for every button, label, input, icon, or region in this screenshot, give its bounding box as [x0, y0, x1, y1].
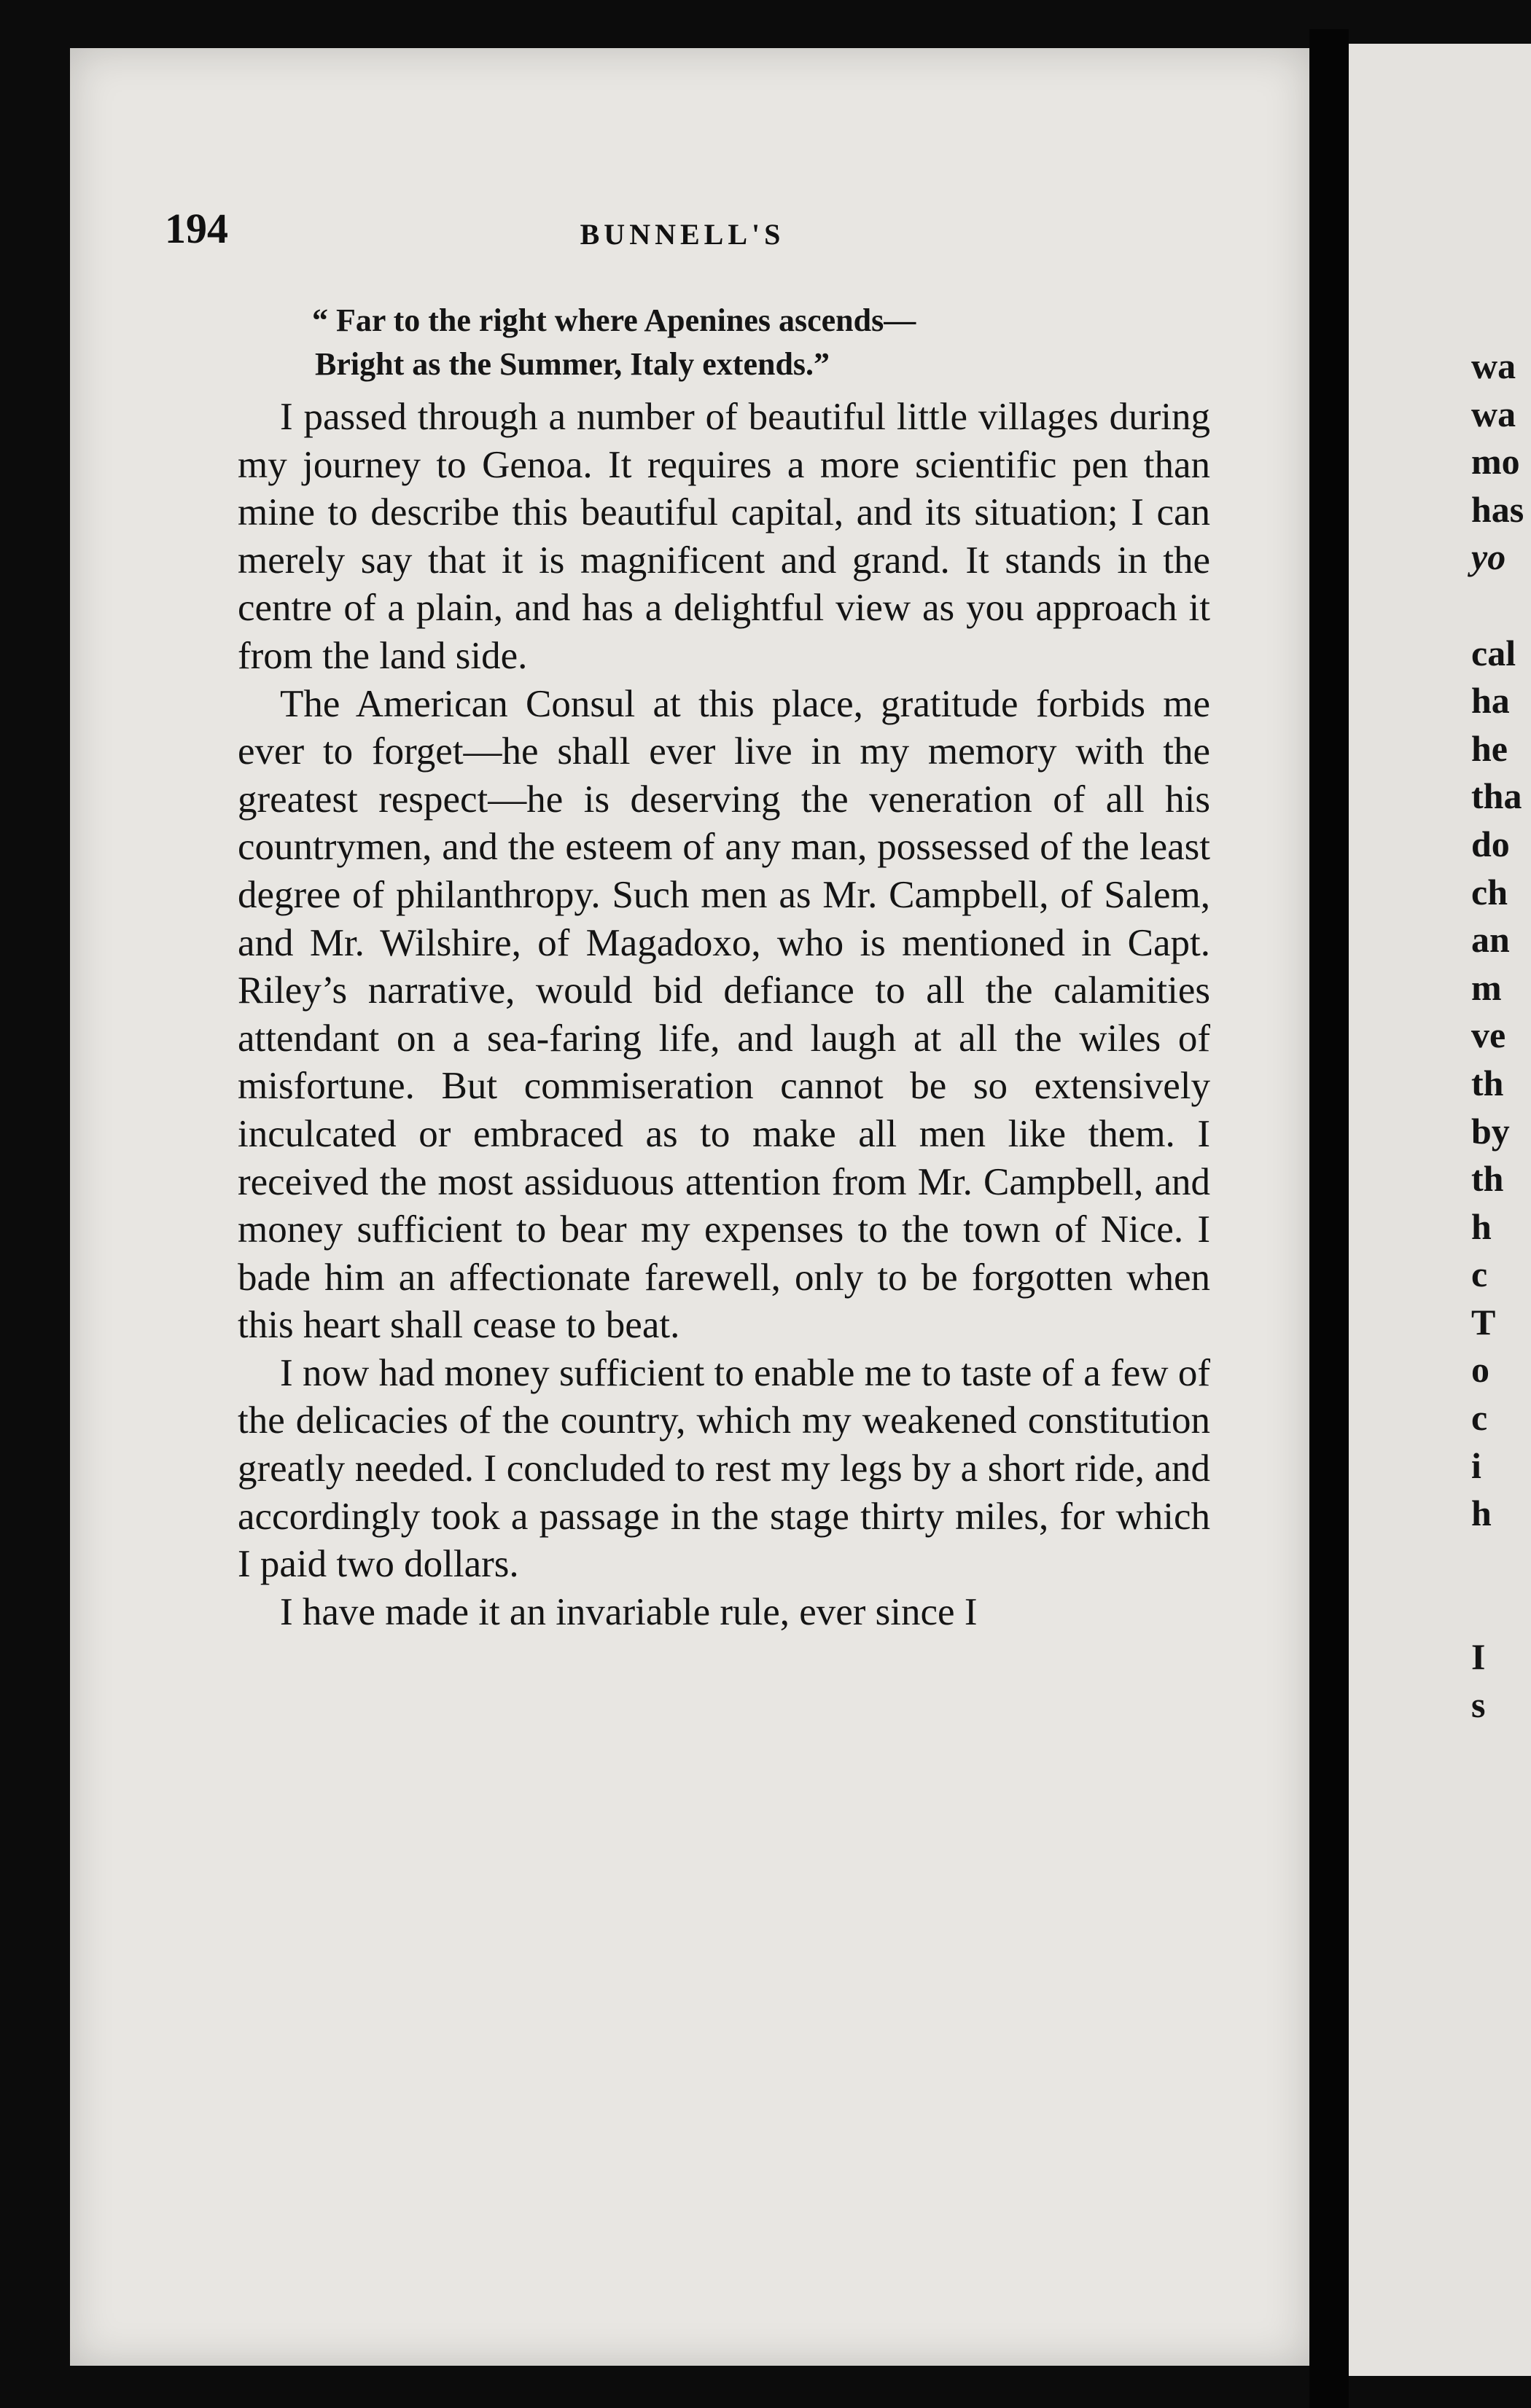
paragraph: I now had money sufficient to enable me to taste of a few of the delicacies of the country, which my weakened constitution greatly needed. I concluded to rest my legs by a short ride, and accordingly took a passage in the stage thirty miles, for which I paid two dollars.: [238, 1351, 1210, 1586]
facing-page-fragment: cal: [1471, 632, 1516, 673]
facing-page-fragment: mo: [1471, 441, 1520, 482]
facing-page-fragment: i: [1471, 1445, 1481, 1486]
book-gutter: [1309, 29, 1349, 2408]
body-text: [238, 394, 1210, 1636]
facing-page-fragment: c: [1471, 1397, 1488, 1439]
facing-page-text: [1471, 343, 1524, 1729]
paragraph: I have made it an invariable rule, ever since I: [280, 1590, 978, 1633]
epigraph-line: “ Far to the right where Apenines ascends—: [312, 302, 916, 338]
facing-page-fragment: m: [1471, 966, 1502, 1008]
running-head: [165, 204, 1200, 262]
facing-page-fragment: T: [1471, 1301, 1496, 1342]
facing-page-fragment: tha: [1471, 775, 1522, 817]
facing-page-fragment: an: [1471, 919, 1510, 961]
facing-page-fragment: th: [1471, 1158, 1504, 1200]
facing-page-fragment: [1471, 1585, 1524, 1633]
facing-page-fragment: he: [1471, 727, 1508, 769]
paragraph: I passed through a number of beautiful little villages during my journey to Genoa. It requires a more scientific pen than mine to describe this beautiful capital, and its situation; I can merely say that it is magnificent and grand. It stands in the centre of a plain, and has a delightful view as you approach it from the land side.: [238, 396, 1210, 677]
facing-page-fragment: ha: [1471, 680, 1510, 722]
facing-page-fragment: h: [1471, 1493, 1492, 1534]
facing-page-fragment: has: [1471, 488, 1524, 530]
facing-page-fragment: [1471, 582, 1524, 630]
facing-page-fragment: ve: [1471, 1015, 1506, 1056]
epigraph-line: Bright as the Summer, Italy extends.”: [315, 346, 830, 382]
facing-page-fragment: s: [1471, 1684, 1486, 1725]
running-title: BUNNELL'S: [580, 218, 785, 251]
facing-page-fragment: wa: [1471, 345, 1516, 386]
page-number: 194: [165, 205, 228, 252]
facing-page-fragment: do: [1471, 823, 1510, 864]
facing-page-fragment: c: [1471, 1254, 1488, 1295]
facing-page-fragment: o: [1471, 1349, 1489, 1391]
facing-page-fragment: h: [1471, 1205, 1492, 1247]
facing-page-fragment: [1471, 1538, 1524, 1586]
epigraph: [312, 299, 1150, 386]
facing-page-fragment: th: [1471, 1062, 1504, 1103]
facing-page-fragment: yo: [1471, 536, 1506, 578]
facing-page-fragment: ch: [1471, 871, 1508, 912]
paragraph: The American Consul at this place, gratitude forbids me ever to forget—he shall ever live in my memory with the greatest respect—he is deserving the veneration of all his countrymen, and the esteem of any man, possessed of the least degree of philanthropy. Such men as Mr. Campbell, of Salem, and Mr. Wilshire, of Magadoxo, who is mentioned in Capt. Riley’s narrative, would bid defiance to all the calamities attendant on a sea-faring life, and laugh at all the wiles of misfortune. But commiseration cannot be so extensively inculcated or embraced as to make all men like them. I received the most assiduous attention from Mr. Campbell, and money sufficient to bear my expenses to the town of Nice. I bade him an affectionate farewell, only to be forgotten when this heart shall cease to beat.: [238, 682, 1210, 1347]
facing-page-fragment: I: [1471, 1636, 1486, 1678]
facing-page-fragment: wa: [1471, 393, 1516, 434]
facing-page-fragment: by: [1471, 1110, 1510, 1152]
